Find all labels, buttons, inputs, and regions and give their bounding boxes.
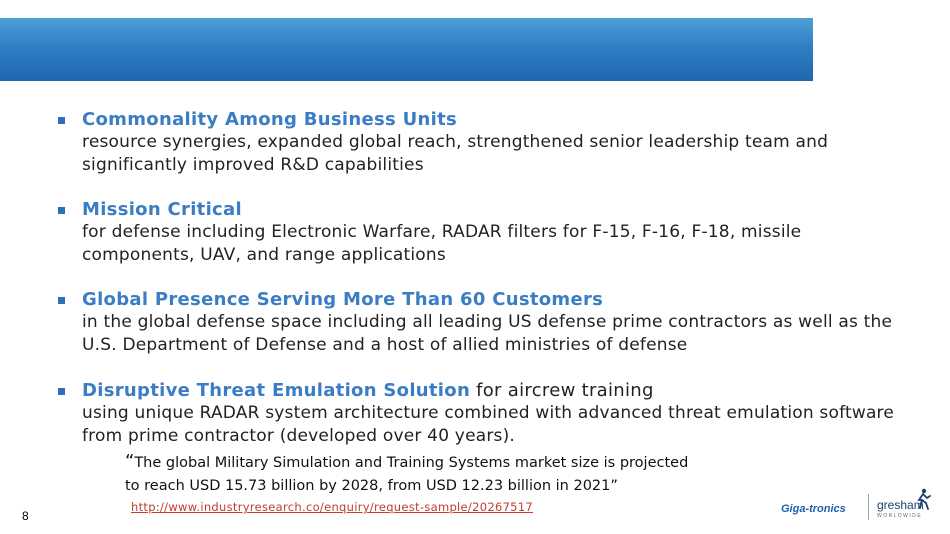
- gresham-logo-subtext: WORLDWIDE: [877, 513, 923, 519]
- bullet-square-icon: [58, 207, 65, 214]
- bullet-title: Commonality Among Business Units: [82, 109, 458, 130]
- gigatronics-logo: Giga-tronics: [781, 503, 846, 515]
- quote-open-mark: “: [125, 451, 135, 472]
- gresham-figure-icon: [913, 488, 931, 510]
- bullet-square-icon: [58, 297, 65, 304]
- gresham-logo-text: gresham: [877, 498, 924, 512]
- bullet-body: in the global defense space including all leading US defense prime contractors as well as the U.S. Department of Defense and a host of allied ministries of defense: [82, 312, 893, 355]
- bullet-square-icon: [58, 117, 65, 124]
- quote-line: to reach USD 15.73 billion by 2028, from USD 12.23 billion in 2021”: [125, 478, 618, 494]
- bullet-title: Disruptive Threat Emulation Solution for aircrew training: [82, 380, 654, 401]
- logo-divider: [868, 494, 869, 520]
- bullet-body: for defense including Electronic Warfare, RADAR filters for F-15, F-16, F-18, missile components, UAV, and range applications: [82, 222, 802, 265]
- bullet-square-icon: [58, 388, 65, 395]
- market-quote: [125, 450, 825, 498]
- page-number: 8: [22, 509, 29, 523]
- bullet-body: resource synergies, expanded global reach, strengthened senior leadership team and significantly improved R&D capabilities: [82, 132, 829, 175]
- source-link[interactable]: http://www.industryresearch.co/enquiry/request-sample/20267517: [131, 500, 534, 514]
- bullet-body: using unique RADAR system architecture combined with advanced threat emulation software from prime contractor (developed over 40 years).: [82, 403, 895, 446]
- bullet-title: Mission Critical: [82, 199, 242, 220]
- header-band: [0, 18, 813, 81]
- bullet-title: Global Presence Serving More Than 60 Customers: [82, 289, 604, 310]
- quote-line: The global Military Simulation and Training Systems market size is projected: [134, 455, 689, 471]
